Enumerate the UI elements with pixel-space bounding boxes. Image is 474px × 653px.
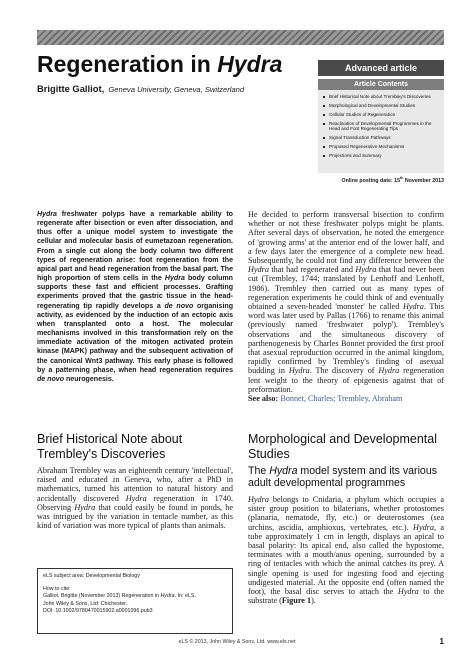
subheading-text: The — [248, 465, 270, 477]
body-text: regeneration lent weight to the theory of epigenesis against that of preformation. — [248, 366, 444, 394]
body-text: He decided to perform transversal bisection to confirm whether or not these freshwater polyps might be plants. After several days of observation, he noted the emergence of 'growing arms' at the anterior end of the lower half, and a few days later the emergence of a complete new head. Subsequently, he could not find any difference between the — [248, 210, 444, 266]
advanced-article-label: Advanced article — [318, 60, 444, 76]
article-contents-list — [322, 94, 440, 162]
online-posting-date — [318, 176, 444, 184]
contents-item[interactable]: Projections and Summary — [322, 153, 440, 159]
author-affiliation: Geneva University, Geneva, Switzerland — [108, 85, 245, 94]
subject-area-value: Developmental Biology — [85, 573, 140, 579]
abstract-italic: Hydra — [164, 275, 185, 283]
author-name: Brigitte Galliot, — [37, 83, 105, 94]
abstract-text: freshwater polyps have a remarkable ability to regenerate after bisection or even after dissociation, and thus offer a unique model system to investigate the cellular and molecular basis of eumetazoan regeneration. From a single cut along the body column two different types of regeneration arise: foot regeneration from the apical part and head regeneration from the basal part. The high proportion of stem cells in the — [37, 211, 233, 283]
contents-item[interactable]: Cellular Studies of Regeneration — [322, 112, 440, 118]
abstract-italic: de novo — [164, 302, 194, 310]
article-contents-box — [318, 79, 444, 173]
body-text: to the substrate ( — [248, 587, 444, 606]
body-italic: Hydra — [413, 522, 434, 532]
citation-line: John Wiley & Sons, Ltd: Chichester. — [43, 600, 128, 607]
trembley-continued-paragraph — [248, 210, 444, 403]
citation-italic: Hydra — [160, 593, 175, 599]
abstract — [37, 210, 233, 384]
abstract-text: neurogenesis. — [64, 375, 114, 383]
page-number: 1 — [439, 637, 444, 646]
citation-text: Galliot, Brigitte (November 2013) Regeneration in — [43, 593, 161, 599]
body-italic: Hydra — [74, 502, 96, 512]
abstract-text: body column supports these fast and efficient processes. Grafting experiments proved that the gastric tissue in the head-regenerating tip rapidly develops a — [37, 275, 233, 310]
body-italic: Hydra — [378, 366, 400, 376]
body-italic: Hydra — [355, 265, 377, 275]
body-text: Abraham Trembley was an eighteenth century 'intellectual', raised and educated in Geneva, who, after a PhD in mathematics, turned his attention to natural history and accidentally discovered — [37, 466, 233, 503]
article-title — [37, 51, 282, 78]
body-italic: Hydra — [248, 265, 269, 275]
body-text: that had regenerated and — [268, 265, 356, 275]
abstract-italic: Hydra — [37, 211, 57, 218]
author-line — [37, 83, 244, 94]
subheading-italic: Hydra — [269, 465, 298, 477]
figure-reference[interactable]: Figure 1 — [281, 596, 312, 606]
body-text: ). — [311, 596, 316, 606]
see-also-label: See also — [248, 394, 276, 404]
posting-date-sup: th — [400, 176, 404, 180]
body-italic: Hydra — [402, 302, 424, 312]
contents-item[interactable]: Reactivation of Developmental Programmes in the Head and Foot Regenerating Tips — [322, 121, 440, 133]
abstract-italic: de novo — [37, 375, 65, 383]
contents-item[interactable]: Brief Historical Note about Trembley's Discoveries — [322, 94, 440, 100]
citation-line — [43, 593, 227, 601]
header-stripe-bar — [37, 30, 444, 45]
body-italic: Hydra — [248, 495, 269, 504]
citation-text: . In: eLS. — [174, 593, 196, 599]
see-also-colon: : — [275, 394, 281, 404]
posting-date-prefix: Online posting date: 15 — [341, 177, 401, 184]
body-text: that could easily be found in ponds, he was intrigued by the variation in tentacle number, as this kind of variation was more typical of plants than animals. — [37, 502, 234, 531]
see-also-links[interactable]: Bonnet, Charles; Trembley, Abraham — [280, 394, 403, 404]
body-text: . The discovery of — [309, 366, 379, 376]
contents-item[interactable]: Morphological and Developmental Studies — [322, 103, 440, 109]
contents-item[interactable]: Proposed Regenerative Mechanisms — [322, 144, 440, 150]
morphological-heading: Morphological and Developmental Studies — [248, 432, 438, 461]
history-paragraph — [37, 466, 233, 530]
abstract-text: organising activity, as evidenced by the induction of an ectopic axis when transplanted onto a host. The molecular mechanisms involved in this transformation rely on the immediate activation of the mitogen activated protein kinase (MAPK) pathway and the subsequent activation of the canonical Wnt3 pathway. This early phase is followed by a patterning phase, when head regeneration requires — [37, 302, 234, 374]
body-text: that had never been cut (Trembley, 1744; translated by Lenhoff and Lenhoff, 1986). Trembley then carried out as many types of regeneration experiments he could think of and eventually obtained a seven-headed 'monster' he called — [248, 265, 444, 312]
subheading-text: model system and its various adult developmental programmes — [248, 465, 438, 490]
posting-date-suffix: November 2013 — [403, 177, 444, 184]
body-italic: Hydra — [397, 587, 419, 597]
citation-doi[interactable]: DOI: 10.1002/9780470015902.a0001096.pub3 — [43, 608, 153, 614]
subject-area-row: eLS subject area: Developmental Biology — [43, 573, 140, 579]
title-text: Regeneration in — [37, 51, 218, 77]
body-text: . This word was later used by Pallas (1766) to rename this animal (previously named 'freshwater polyp'). Trembley's observations and the simultaneous discovery of parthenogenesis by Charles Bonnet provided the first proof that asexual reproduction occurred in the animal kingdom, rapidly confirmed by Trembley's finding of asexual budding in — [248, 302, 444, 376]
citation-info-box — [37, 568, 233, 634]
body-text: regeneration in 1740. Observing — [37, 493, 233, 512]
subject-area-label: eLS subject area — [43, 573, 83, 579]
body-italic: Hydra — [288, 366, 310, 376]
history-heading: Brief Historical Note about Trembley's Discoveries — [37, 432, 183, 461]
body-text: belongs to Cnidaria, a phylum which occupies a sister group position to bilaterians, whether protostomes (planaria, nematode, fly, etc.) or deuterostomes (sea urchins, ascidia, amphioxus, vertebrates, etc.). — [248, 495, 444, 532]
title-italic: Hydra — [217, 51, 283, 77]
page-footer: eLS © 2013, John Wiley & Sons, Ltd. www.els.net — [178, 639, 296, 645]
hydra-model-subheading — [248, 465, 444, 490]
how-to-cite-label: How to cite: — [43, 585, 71, 592]
article-contents-header: Article Contents — [318, 79, 444, 90]
morphological-paragraph — [248, 495, 444, 605]
body-italic: Hydra — [125, 493, 147, 503]
body-text: , a tube approximately 1 cm in length, displays an apical to basal polarity: Its apical end, also called the hypostome, terminates with a mouth/anus opening, surrounded by a ring of tentacles with which the animal catches its prey. A single opening is used for ingesting food and ejecting undigested material. At the opposite end (often named the foot), the basal disc serves to attach the — [248, 522, 444, 597]
contents-item[interactable]: Signal Transduction Pathways — [322, 135, 440, 141]
